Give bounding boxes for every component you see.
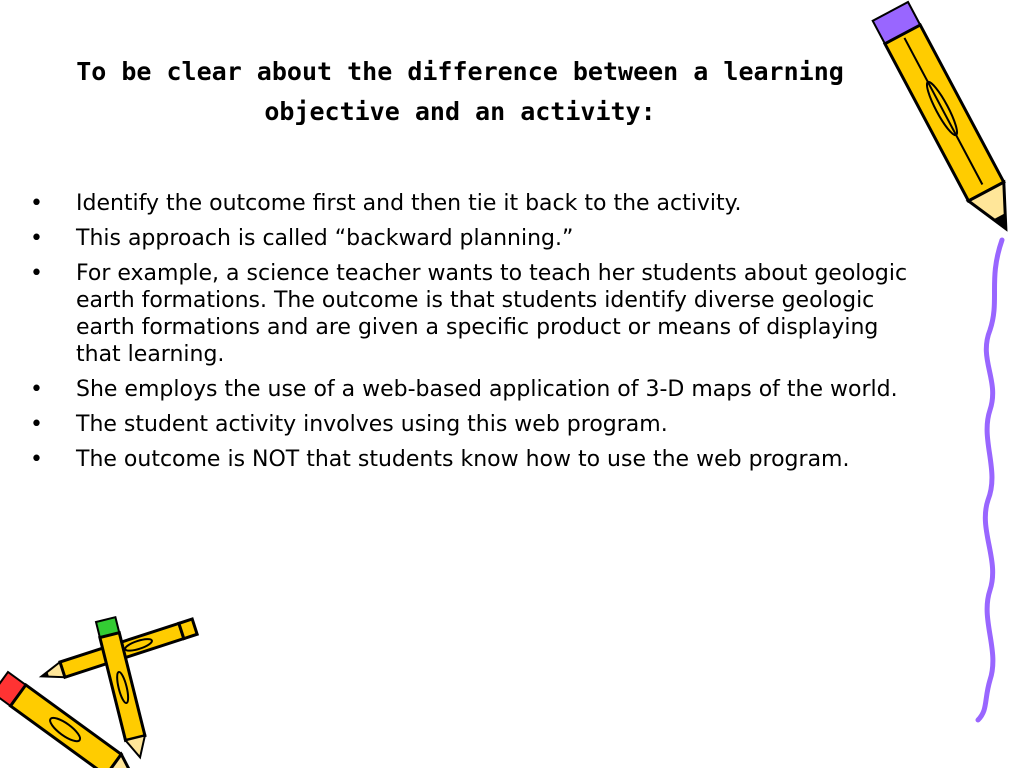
bullet-list [30,190,930,481]
bullet-marker: • [30,191,43,216]
bullet-marker: • [30,412,43,437]
bullet-text: The student activity involves using this web program. [76,412,668,437]
bullet-text: Identify the outcome first and then tie it back to the activity. [76,191,742,216]
bullet-text: She employs the use of a web-based application of 3-D maps of the world. [76,377,898,402]
bullet-marker: • [30,261,43,286]
bullet-item [30,190,930,217]
bullet-marker: • [30,377,43,402]
bullet-item [30,446,930,473]
bullet-item [30,376,930,403]
bullet-text: The outcome is NOT that students know how to use the web program. [76,447,850,472]
bullet-item [30,225,930,252]
bullet-marker: • [30,447,43,472]
bullet-marker: • [30,226,43,251]
crossed-pencils-icon [0,600,210,768]
pencil-squiggle-icon [850,0,1024,768]
bullet-text: This approach is called “backward planning.” [76,226,574,251]
bullet-item [30,411,930,438]
slide-title: To be clear about the difference between a learning objective and an activity: [76,57,844,126]
bullet-item [30,260,930,368]
bullet-text: For example, a science teacher wants to teach her students about geologic earth formations. The outcome is that students identify diverse geologic earth formations and are given a specific product or means of displaying that learning. [76,261,908,367]
scribble-line [978,240,1002,720]
